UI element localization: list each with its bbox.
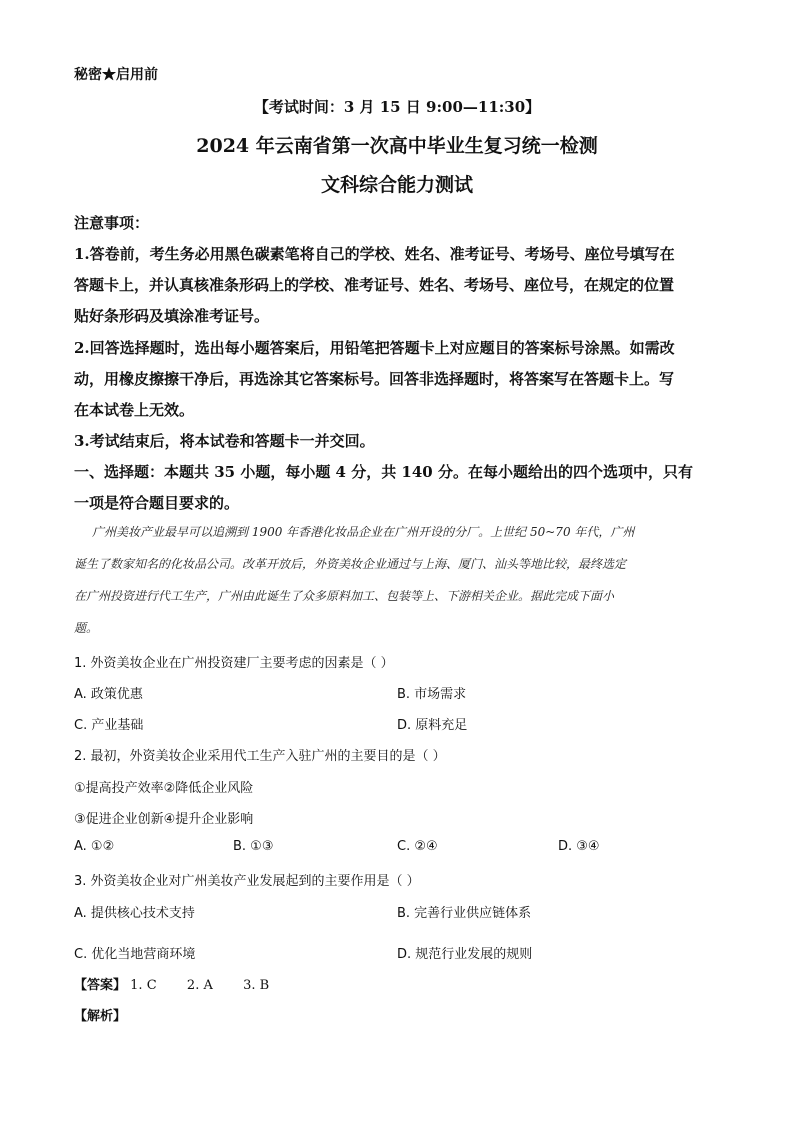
notes-line: 动，用橡皮擦擦干净后，再选涂其它答案标号。回答非选择题时，将答案写在答题卡上。写 [74,370,675,388]
option-d[interactable]: D. 规范行业发展的规则 [397,947,533,962]
analysis-label: 【解析】 [74,1009,127,1024]
answer-value: 3. B [243,978,270,993]
option-a[interactable]: A. 政策优惠 [74,687,143,702]
notes-line: 1.答卷前，考生务必用黑色碳素笔将自己的学校、姓名、准考证号、考场号、座位号填写在 [74,245,675,263]
question-stem: 3. 外资美妆企业对广州美妆产业发展起到的主要作用是（ ） [74,874,420,889]
answer-label: 【答案】 [74,978,127,993]
option-c[interactable]: C. 优化当地营商环境 [74,947,196,962]
notes-line: 贴好条形码及填涂准考证号。 [74,307,270,325]
section-heading: 一、选择题：本题共 35 小题，每小题 4 分，共 140 分。在每小题给出的四个选项中，只有 [74,463,693,481]
notes-line: 3.考试结束后，将本试卷和答题卡一并交回。 [74,432,375,450]
question-stem: 1. 外资美妆企业在广州投资建厂主要考虑的因素是（ ） [74,656,394,671]
notes-line: 2.回答选择题时，选出每小题答案后，用铅笔把答题卡上对应题目的答案标号涂黑。如需改 [74,339,675,357]
question-sub-items: ①提高投产效率②降低企业风险 [74,781,254,796]
passage-line: 诞生了数家知名的化妆品公司。改革开放后，外资美妆企业通过与上海、厦门、汕头等地比较，最终选定 [74,557,627,571]
exam-title: 2024 年云南省第一次高中毕业生复习统一检测 [196,135,598,157]
option-d[interactable]: D. ③④ [558,839,600,854]
notes-line: 在本试卷上无效。 [74,401,195,419]
question-sub-items: ③促进企业创新④提升企业影响 [74,812,254,827]
option-c[interactable]: C. ②④ [397,839,438,854]
passage-line: 题。 [74,621,99,635]
option-b[interactable]: B. 市场需求 [397,687,467,702]
option-d[interactable]: D. 原料充足 [397,718,468,733]
exam-time: 【考试时间：3 月 15 日 9:00—11:30】 [253,98,541,116]
notes-title: 注意事项： [74,214,150,232]
passage-line: 在广州投资进行代工生产，广州由此诞生了众多原料加工、包装等上、下游相关企业。据此完成下面小 [74,589,615,603]
option-c[interactable]: C. 产业基础 [74,718,144,733]
option-b[interactable]: B. ①③ [233,839,274,854]
section-heading: 一项是符合题目要求的。 [74,494,240,512]
option-a[interactable]: A. ①② [74,839,115,854]
answer-row [74,974,269,993]
confidential-label: 秘密★启用前 [74,67,158,83]
question-stem: 2. 最初，外资美妆企业采用代工生产入驻广州的主要目的是（ ） [74,749,446,764]
notes-line: 答题卡上，并认真核准条形码上的学校、准考证号、姓名、考场号、座位号，在规定的位置 [74,276,675,294]
passage-line: 广州美妆产业最早可以追溯到 1900 年香港化妆品企业在广州开设的分厂。上世纪 50~70 年代，广州 [92,525,635,539]
answer-value: 1. C [130,978,157,993]
answer-value: 2. A [186,978,213,993]
option-b[interactable]: B. 完善行业供应链体系 [397,906,532,921]
exam-subtitle: 文科综合能力测试 [320,174,473,196]
option-a[interactable]: A. 提供核心技术支持 [74,906,195,921]
